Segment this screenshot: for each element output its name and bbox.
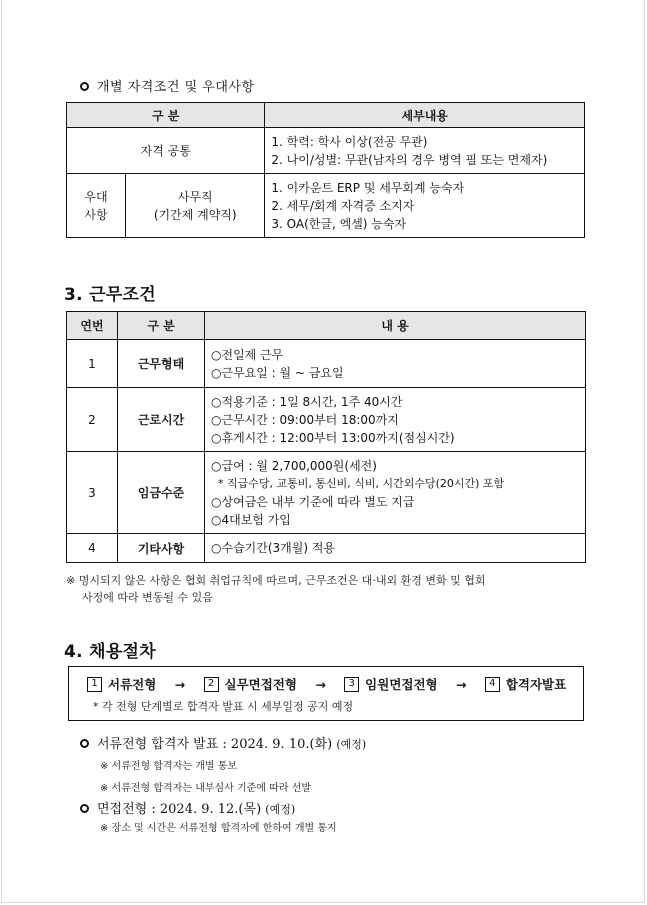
pref-details: [265, 174, 585, 238]
content-line: * 직급수당, 교통비, 통신비, 식비, 시간외수당(20시간) 포함: [211, 476, 505, 490]
common-item: 1. 학력: 학사 이상(전공 무관): [271, 134, 428, 149]
step-label: 실무면접전형: [224, 677, 297, 692]
content-line: ○급여 : 월 2,700,000원(세전): [211, 458, 377, 473]
step-number: 2: [204, 677, 219, 692]
table-row: [67, 452, 586, 534]
common-item: 2. 나이/성별: 무관(남자의 경우 병역 필 또는 면제자): [271, 152, 548, 167]
content-line: ○수습기간(3개월) 적용: [211, 541, 336, 555]
doc-result-suffix: (예정): [336, 738, 367, 751]
table-row: [67, 534, 586, 563]
note-line: ※ 서류전형 합격자는 내부심사 기준에 따라 선발: [100, 783, 311, 794]
step-label: 임원면접전형: [365, 677, 438, 692]
doc-result-notes: [100, 756, 311, 800]
note-line: ※ 서류전형 합격자는 개별 통보: [100, 761, 238, 772]
row-no: 2: [67, 388, 118, 452]
row-no: 3: [67, 452, 118, 534]
qualification-heading: [80, 76, 255, 95]
row-content: [205, 452, 586, 534]
common-label: 자격 공통: [67, 128, 265, 174]
step-number: 4: [485, 677, 500, 692]
content-line: ○전일제 근무: [211, 347, 284, 362]
work-conditions-title: 3. 근무조건: [64, 285, 156, 305]
interview-heading: [80, 798, 295, 817]
step-2: [204, 677, 297, 692]
pref-role-line: 사무직: [177, 189, 213, 204]
process-box: [68, 666, 584, 721]
content-line: ○근무요일 : 월 ~ 금요일: [211, 365, 344, 380]
footnote-line: 사정에 따라 변동될 수 있음: [82, 591, 213, 604]
row-content: [205, 534, 586, 563]
content-line: ○휴게시간 : 12:00부터 13:00까지(점심시간): [211, 430, 455, 445]
doc-result-heading: [80, 733, 366, 752]
step-number: 1: [87, 677, 102, 692]
col-content-header: 내 용: [205, 312, 586, 340]
pref-label-line: 우대: [84, 189, 108, 204]
process-steps: [87, 675, 566, 693]
common-details: [265, 128, 585, 174]
step-1: [87, 677, 156, 692]
doc-result-label: 서류전형 합격자 발표 : 2024. 9. 10.(화): [97, 737, 333, 752]
process-note: * 각 전형 단계별로 합격자 발표 시 세부일정 공지 예정: [93, 700, 354, 713]
col-category-header: 구 분: [118, 312, 205, 340]
interview-suffix: (예정): [265, 803, 296, 816]
row-no: 1: [67, 340, 118, 388]
row-category: 임금수준: [118, 452, 205, 534]
row-no: 4: [67, 534, 118, 563]
row-content: [205, 340, 586, 388]
pref-item: 3. OA(한글, 엑셀) 능숙자: [271, 216, 407, 231]
pref-label-line: 사항: [84, 207, 108, 222]
pref-role: [126, 174, 265, 238]
table-row: [67, 388, 586, 452]
pref-item: 2. 세무/회계 자격증 소지자: [271, 198, 415, 213]
hiring-process-title: 4. 채용절차: [64, 642, 156, 662]
pref-label: [67, 174, 126, 238]
circle-bullet-icon: [80, 739, 89, 748]
row-content: [205, 388, 586, 452]
row-category: 기타사항: [118, 534, 205, 563]
note-line: ※ 장소 및 시간은 서류전형 합격자에 한하여 개별 통지: [100, 823, 337, 834]
col-no-header: 연번: [67, 312, 118, 340]
work-footnote: [66, 572, 485, 606]
interview-notes: [100, 820, 337, 837]
qualification-heading-text: 개별 자격조건 및 우대사항: [97, 80, 255, 95]
step-3: [344, 677, 437, 692]
step-label: 서류전형: [108, 677, 157, 692]
row-category: 근로시간: [118, 388, 205, 452]
pref-item: 1. 이카운트 ERP 및 세무회계 능숙자: [271, 180, 465, 195]
row-category: 근무형태: [118, 340, 205, 388]
col-details-header: 세부내용: [265, 103, 585, 128]
step-label: 합격자발표: [505, 677, 567, 692]
work-conditions-table: [66, 311, 586, 563]
content-line: ○상여금은 내부 기준에 따라 별도 지급: [211, 494, 415, 509]
content-line: ○적용기준 : 1일 8시간, 1주 40시간: [211, 394, 403, 409]
step-number: 3: [344, 677, 359, 692]
step-4: [485, 677, 566, 692]
footnote-line: ※ 명시되지 않은 사항은 협회 취업규칙에 따르며, 근무조건은 대·내외 환경 변화 및 협회: [66, 574, 486, 587]
col-category-header: 구 분: [67, 103, 265, 128]
arrow-right-icon: →: [174, 677, 186, 692]
arrow-right-icon: →: [455, 677, 467, 692]
arrow-right-icon: →: [315, 677, 326, 692]
pref-role-line: (기간제 계약직): [153, 207, 237, 222]
content-line: ○4대보험 가입: [211, 512, 291, 527]
content-line: ○근무시간 : 09:00부터 18:00까지: [211, 412, 399, 427]
interview-label: 면접전형 : 2024. 9. 12.(목): [97, 802, 262, 817]
table-row: [67, 340, 586, 388]
circle-bullet-icon: [80, 804, 89, 813]
qualification-table: [66, 102, 585, 238]
circle-bullet-icon: [80, 82, 89, 91]
